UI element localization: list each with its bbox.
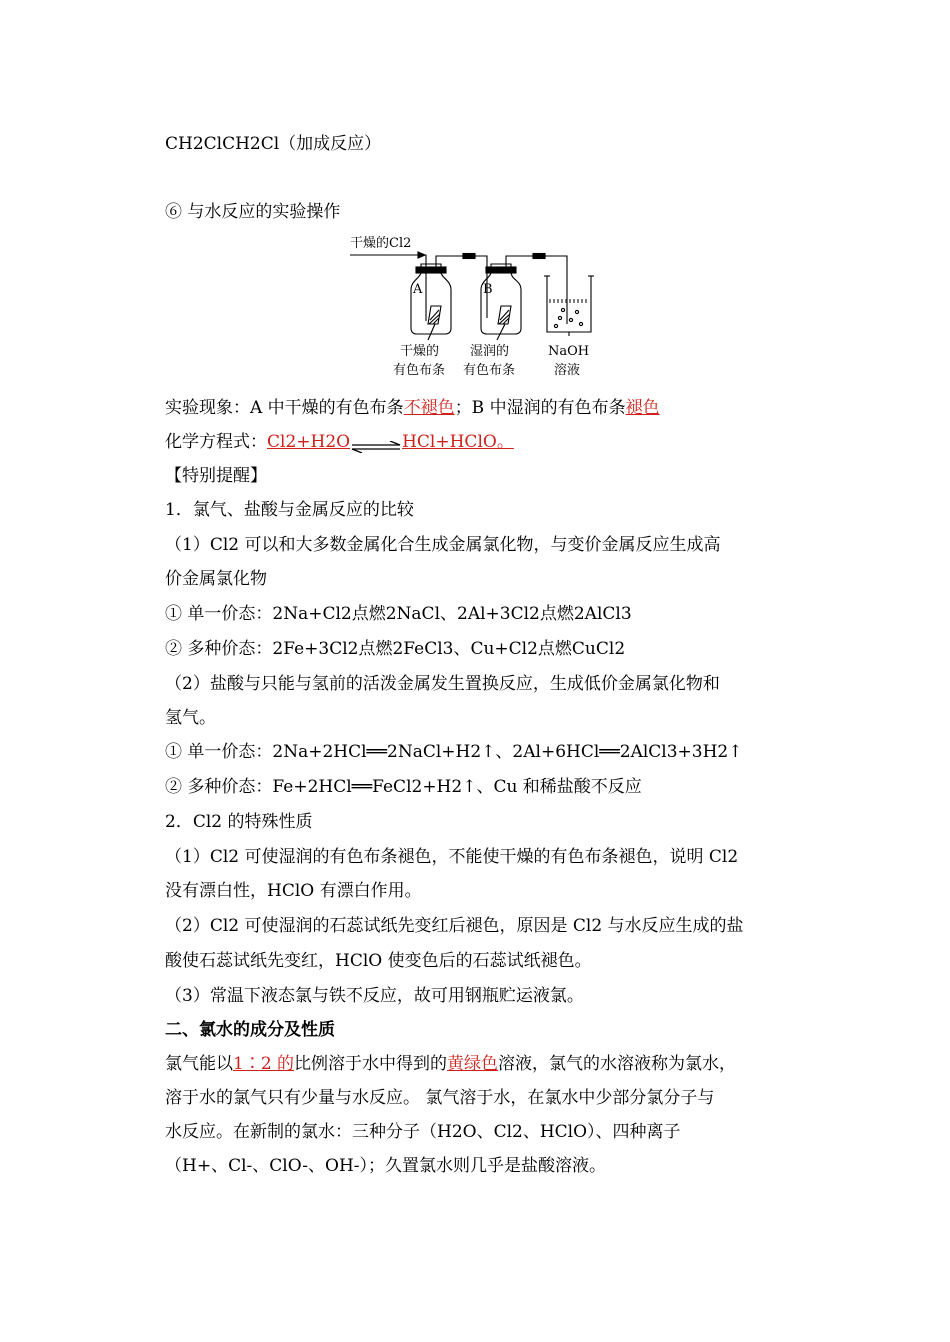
text-line: CH2ClCH2Cl（加成反应） <box>165 134 382 154</box>
text-line: 2．Cl2 的特殊性质 <box>165 812 313 832</box>
section-heading: 二、氯水的成分及性质 <box>165 1020 335 1040</box>
answer-text: 褪色 <box>625 398 660 418</box>
answer-text: HCl+HClO。 <box>402 432 514 452</box>
text-line: ⑥ 与水反应的实验操作 <box>165 202 341 222</box>
equation-line: ① 单一价态：2Na+2HCl══2NaCl+H2↑、2Al+6HCl══2AlCl3+3H2↑ <box>165 742 743 762</box>
equation-line: ② 多种价态：2Fe+3Cl2点燃2FeCl3、Cu+Cl2点燃CuCl2 <box>165 639 626 659</box>
bottle-a-label: A <box>413 282 423 297</box>
cloth-b-label: 有色布条 <box>463 363 516 378</box>
text-line: （1）Cl2 可使湿润的有色布条褪色，不能使干燥的有色布条褪色，说明 Cl2 <box>165 847 739 867</box>
text-line: 【特别提醒】 <box>165 466 267 486</box>
text-line: 溶于水的氯气只有少量与水反应。 氯气溶于水，在氯水中少部分氯分子与 <box>165 1088 715 1108</box>
cloth-a-label: 有色布条 <box>393 363 446 378</box>
equation-line: ② 多种价态：Fe+2HCl══FeCl2+H2↑、Cu 和稀盐酸不反应 <box>165 777 642 797</box>
naoh-label: NaOH <box>548 344 590 359</box>
text-line: （3）常温下液态氯与铁不反应，故可用钢瓶贮运液氯。 <box>165 986 584 1006</box>
text-line: 实验现象：A 中干燥的有色布条不褪色；B 中湿润的有色布条褪色 <box>165 398 660 418</box>
bottle-b-label: B <box>483 282 493 297</box>
equation-line: ① 单一价态：2Na+Cl2点燃2NaCl、2Al+3Cl2点燃2AlCl3 <box>165 604 632 624</box>
inlet-label: 干燥的Cl2 <box>350 236 412 251</box>
text-line: 氯气能以1∶2 的比例溶于水中得到的黄绿色溶液，氯气的水溶液称为氯水， <box>165 1054 737 1074</box>
apparatus-diagram <box>345 228 615 386</box>
text-line: 氢气。 <box>165 708 216 728</box>
cloth-a-label: 干燥的 <box>400 344 440 359</box>
text-line: （1）Cl2 可以和大多数金属化合生成金属氯化物，与变价金属反应生成高 <box>165 535 721 555</box>
text-line: 1．氯气、盐酸与金属反应的比较 <box>165 500 414 520</box>
text-line: 没有漂白性，HClO 有漂白作用。 <box>165 881 422 901</box>
answer-text: 不褪色 <box>403 398 455 418</box>
text-line: 化学方程式：Cl2+H2O HCl+HClO。 <box>165 432 514 452</box>
answer-text: 黄绿色 <box>447 1054 499 1074</box>
text-line: （2）盐酸与只能与氢前的活泼金属发生置换反应，生成低价金属氯化物和 <box>165 674 720 694</box>
answer-text: Cl2+H2O <box>267 432 351 452</box>
text-line: （2）Cl2 可使湿润的石蕊试纸先变红后褪色，原因是 Cl2 与水反应生成的盐 <box>165 916 744 936</box>
text-line: 水反应。在新制的氯水：三种分子（H2O、Cl2、HClO）、四种离子 <box>165 1122 681 1142</box>
reversible-arrow-icon <box>350 437 402 449</box>
text-line: 酸使石蕊试纸先变红，HClO 使变色后的石蕊试纸褪色。 <box>165 951 592 971</box>
text-line: 价金属氯化物 <box>165 569 267 589</box>
answer-text: 1∶2 的 <box>233 1054 295 1074</box>
cloth-b-label: 湿润的 <box>470 344 510 359</box>
text-line: （H+、Cl-、ClO-、OH-）；久置氯水则几乎是盐酸溶液。 <box>165 1156 607 1176</box>
naoh-label: 溶液 <box>554 363 581 378</box>
